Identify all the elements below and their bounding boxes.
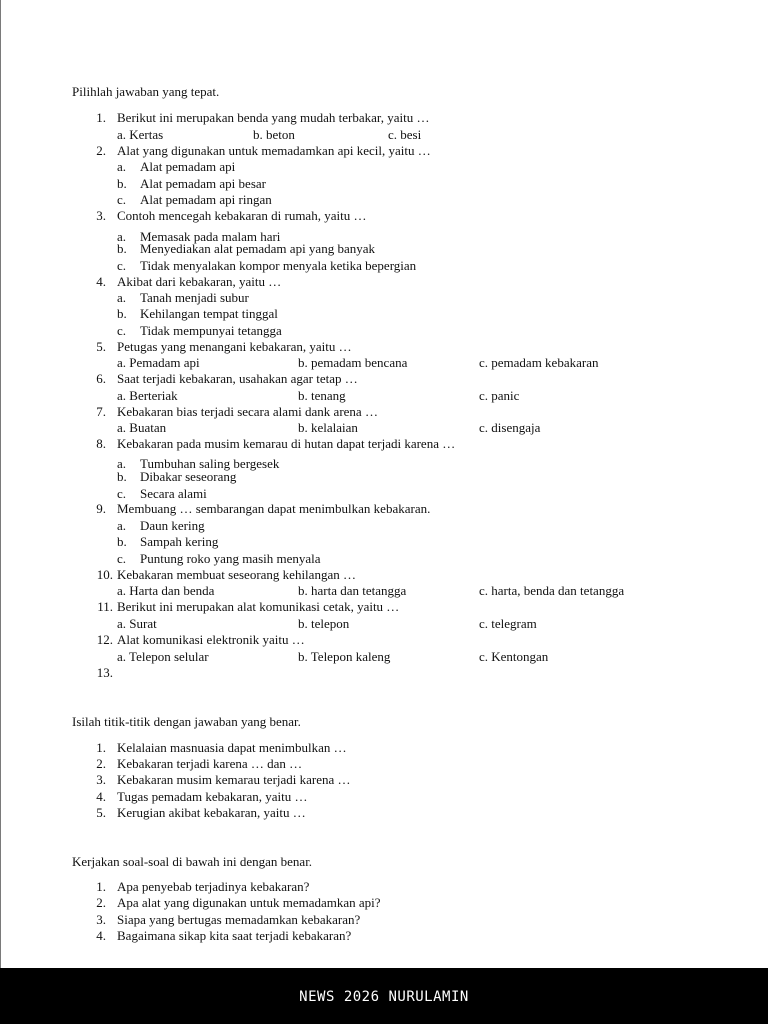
question-number: 9.	[96, 501, 106, 516]
option-a: a. Buatan	[117, 420, 167, 435]
question-text: Kebakaran membuat seseorang kehilangan …	[117, 567, 356, 582]
question-text: Alat komunikasi elektronik yaitu …	[117, 632, 305, 647]
question-number: 4.	[96, 274, 106, 289]
question-number: 7.	[96, 404, 106, 419]
option-text: Tidak mempunyai tetangga	[140, 323, 282, 338]
option-letter: a.	[117, 290, 127, 305]
option-a: a. Telepon selular	[117, 649, 209, 664]
option-text: Tumbuhan saling bergesek	[140, 456, 280, 471]
option-b: b. beton	[253, 127, 295, 142]
option-text: Tidak menyalakan kompor menyala ketika bepergian	[140, 258, 417, 273]
question-number: 10.	[96, 567, 113, 582]
option-text: Kehilangan tempat tinggal	[140, 306, 278, 321]
option-a: a. Berteriak	[117, 388, 178, 403]
item-number: 4.	[96, 789, 106, 804]
item-text: Kebakaran terjadi karena … dan …	[117, 756, 303, 771]
question-text: Berikut ini merupakan benda yang mudah terbakar, yaitu …	[117, 110, 430, 125]
item-number: 4.	[96, 928, 106, 943]
option-b: b. kelalaian	[298, 420, 358, 435]
option-letter: b.	[117, 241, 127, 256]
page-left-border	[0, 0, 1, 968]
question-text: Alat yang digunakan untuk memadamkan api kecil, yaitu …	[117, 143, 431, 158]
item-text: Bagaimana sikap kita saat terjadi kebakaran?	[117, 928, 352, 943]
item-number: 3.	[96, 912, 106, 927]
question-number: 1.	[96, 110, 106, 125]
item-number: 2.	[96, 756, 106, 771]
question-number: 13.	[96, 665, 113, 680]
item-text: Kelalaian masnuasia dapat menimbulkan …	[117, 740, 347, 755]
option-letter: c.	[117, 258, 127, 273]
option-a: a. Harta dan benda	[117, 583, 215, 598]
question-number: 3.	[96, 208, 106, 223]
item-number: 1.	[96, 879, 106, 894]
option-letter: c.	[117, 192, 127, 207]
option-b: b. telepon	[298, 616, 350, 631]
question-text: Kebakaran pada musim kemarau di hutan dapat terjadi karena …	[117, 436, 456, 451]
option-letter: c.	[117, 486, 127, 501]
option-text: Puntung roko yang masih menyala	[140, 551, 321, 566]
section1-heading: Pilihlah jawaban yang tepat.	[72, 84, 220, 99]
option-text: Alat pemadam api	[140, 159, 236, 174]
item-number: 3.	[96, 772, 106, 787]
item-text: Siapa yang bertugas memadamkan kebakaran?	[117, 912, 361, 927]
question-number: 2.	[96, 143, 106, 158]
question-text: Contoh mencegah kebakaran di rumah, yaitu …	[117, 208, 367, 223]
option-a: a. Surat	[117, 616, 157, 631]
option-b: b. harta dan tetangga	[298, 583, 407, 598]
section3-heading: Kerjakan soal-soal di bawah ini dengan benar.	[72, 854, 313, 869]
option-letter: a.	[117, 159, 127, 174]
option-text: Memasak pada malam hari	[140, 229, 281, 244]
question-number: 12.	[96, 632, 113, 647]
option-c: c. panic	[479, 388, 520, 403]
item-number: 5.	[96, 805, 106, 820]
option-c: c. telegram	[479, 616, 537, 631]
option-a: a. Pemadam api	[117, 355, 200, 370]
option-c: c. disengaja	[479, 420, 541, 435]
option-letter: a.	[117, 229, 127, 244]
question-number: 6.	[96, 371, 106, 386]
question-text: Kebakaran bias terjadi secara alami dank arena …	[117, 404, 378, 419]
option-c: c. besi	[388, 127, 422, 142]
section2-heading: Isilah titik-titik dengan jawaban yang benar.	[72, 714, 301, 729]
option-text: Alat pemadam api ringan	[140, 192, 272, 207]
option-b: b. pemadam bencana	[298, 355, 408, 370]
footer-banner	[0, 968, 768, 1024]
option-text: Secara alami	[140, 486, 207, 501]
option-text: Menyediakan alat pemadam api yang banyak	[140, 241, 375, 256]
option-c: c. pemadam kebakaran	[479, 355, 599, 370]
option-b: b. Telepon kaleng	[298, 649, 391, 664]
option-letter: b.	[117, 176, 127, 191]
question-text: Akibat dari kebakaran, yaitu …	[117, 274, 282, 289]
option-text: Sampah kering	[140, 534, 219, 549]
option-letter: c.	[117, 323, 127, 338]
option-letter: a.	[117, 456, 127, 471]
item-text: Tugas pemadam kebakaran, yaitu …	[117, 789, 308, 804]
option-text: Tanah menjadi subur	[140, 290, 249, 305]
question-number: 5.	[96, 339, 106, 354]
option-text: Alat pemadam api besar	[140, 176, 266, 191]
option-text: Dibakar seseorang	[140, 469, 237, 484]
item-text: Kerugian akibat kebakaran, yaitu …	[117, 805, 306, 820]
item-text: Apa penyebab terjadinya kebakaran?	[117, 879, 310, 894]
option-a: a. Kertas	[117, 127, 164, 142]
question-text: Membuang … sembarangan dapat menimbulkan kebakaran.	[117, 501, 431, 516]
option-c: c. Kentongan	[479, 649, 549, 664]
option-letter: b.	[117, 534, 127, 549]
option-letter: b.	[117, 306, 127, 321]
question-number: 11.	[97, 599, 113, 614]
item-number: 2.	[96, 895, 106, 910]
question-number: 8.	[96, 436, 106, 451]
question-text: Petugas yang menangani kebakaran, yaitu …	[117, 339, 352, 354]
item-text: Kebakaran musim kemarau terjadi karena …	[117, 772, 351, 787]
footer-text: NEWS 2026 NURULAMIN	[299, 989, 469, 1005]
item-text: Apa alat yang digunakan untuk memadamkan api?	[117, 895, 381, 910]
option-text: Daun kering	[140, 518, 205, 533]
option-letter: c.	[117, 551, 127, 566]
question-text: Saat terjadi kebakaran, usahakan agar tetap …	[117, 371, 358, 386]
option-letter: b.	[117, 469, 127, 484]
item-number: 1.	[96, 740, 106, 755]
option-b: b. tenang	[298, 388, 346, 403]
option-c: c. harta, benda dan tetangga	[479, 583, 625, 598]
question-text: Berikut ini merupakan alat komunikasi cetak, yaitu …	[117, 599, 400, 614]
option-letter: a.	[117, 518, 127, 533]
